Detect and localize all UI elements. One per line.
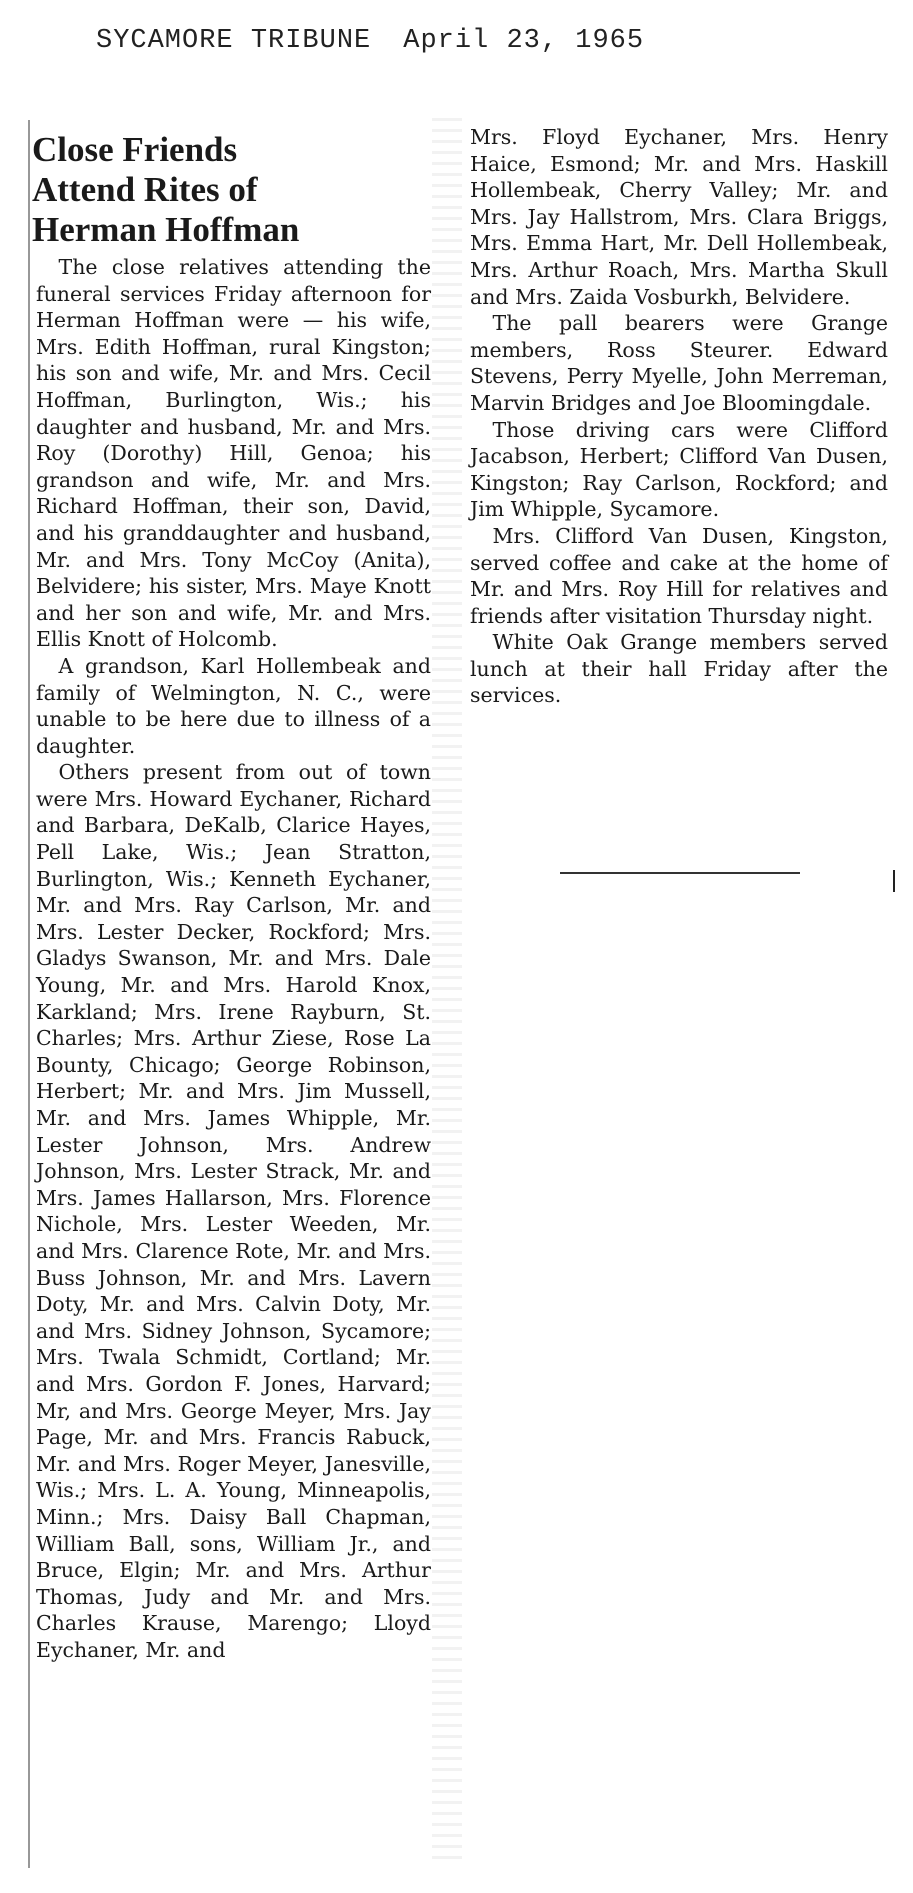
article-headline xyxy=(32,130,432,250)
scan-noise xyxy=(432,118,462,1863)
publication-date: April 23, 1965 xyxy=(403,26,645,56)
headline-line-2: Attend Rites of xyxy=(32,170,258,209)
end-rule xyxy=(560,872,800,874)
paragraph-grandson: A grandson, Karl Hollembeak and family of Welmington, N. C., were unable to be here due to illness of a daughter. xyxy=(36,653,431,758)
clipping-border xyxy=(28,120,30,1868)
article-column-right xyxy=(470,124,888,709)
paragraph-coffee: Mrs. Clifford Van Dusen, Kingston, served coffee and cake at the home of Mr. and Mrs. Roy Hill for relatives and friends after visitation Thursday night. xyxy=(470,523,888,628)
headline-line-1: Close Friends xyxy=(32,130,238,169)
paragraph-drivers: Those driving cars were Clifford Jacabson, Herbert; Clifford Van Dusen, Kingston; Ray Carlson, Rockford; and Jim Whipple, Sycamore. xyxy=(470,417,888,522)
paragraph-pall-bearers: The pall bearers were Grange members, Ross Steurer. Edward Stevens, Perry Myelle, John Merreman, Marvin Bridges and Joe Bloomingdale. xyxy=(470,311,888,415)
headline-line-3: Herman Hoffman xyxy=(32,210,300,249)
clipping-border-right xyxy=(893,870,895,892)
paragraph-continued-list: Mrs. Floyd Eychaner, Mrs. Henry Haice, Esmond; Mr. and Mrs. Haskill Hollembeak, Cherry Valley; Mr. and Mrs. Jay Hallstrom, Mrs. Clara Briggs, Mrs. Emma Hart, Mr. Dell Hollembeak, Mrs. Arthur Roach, Mrs. Martha Skull and Mrs. Zaida Vosburkh, Belvidere. xyxy=(470,125,888,309)
article-column-left xyxy=(36,254,431,1663)
paragraph-others-present: Others present from out of town were Mrs. Howard Eychaner, Richard and Barbara, DeKalb, Clarice Hayes, Pell Lake, Wis.; Jean Stratton, Burlington, Wis.; Kenneth Eychaner, Mr. and Mrs. Ray Carlson, Mr. and Mrs. Lester Decker, Rockford; Mrs. Gladys Swanson, Mr. and Mrs. Dale Young, Mr. and Mrs. Harold Knox, Karkland; Mrs. Irene Rayburn, St. Charles; Mrs. Arthur Ziese, Rose La Bounty, Chicago; George Robinson, Herbert; Mr. and Mrs. Jim Mussell, Mr. and Mrs. James Whipple, Mr. Lester Johnson, Mrs. Andrew Johnson, Mrs. Lester Strack, Mr. and Mrs. James Hallarson, Mrs. Florence Nichole, Mrs. Lester Weeden, Mr. and Mrs. Clarence Rote, Mr. and Mrs. Buss Johnson, Mr. and Mrs. Lavern Doty, Mr. and Mrs. Calvin Doty, Mr. and Mrs. Sidney Johnson, Sycamore; Mrs. Twala Schmidt, Cortland; Mr. and Mrs. Gordon F. Jones, Harvard; Mr, and Mrs. George Meyer, Mrs. Jay Page, Mr. and Mrs. Francis Rabuck, Mr. and Mrs. Roger Meyer, Janesville, Wis.; Mrs. L. A. Young, Minneapolis, Minn.; Mrs. Daisy Ball Chapman, William Ball, sons, William Jr., and Bruce, Elgin; Mr. and Mrs. Arthur Thomas, Judy and Mr. and Mrs. Charles Krause, Marengo; Lloyd Eychaner, Mr. and xyxy=(36,760,431,1662)
paragraph-lunch: White Oak Grange members served lunch at their hall Friday after the services. xyxy=(470,630,888,708)
paragraph-relatives: The close relatives attending the funeral services Friday afternoon for Herman Hoffman were — his wife, Mrs. Edith Hoffman, rural Kingston; his son and wife, Mr. and Mrs. Cecil Hoffman, Burlington, Wis.; his daughter and husband, Mr. and Mrs. Roy (Dorothy) Hill, Genoa; his grandson and wife, Mr. and Mrs. Richard Hoffman, their son, David, and his granddaughter and husband, Mr. and Mrs. Tony McCoy (Anita), Belvidere; his sister, Mrs. Maye Knott and her son and wife, Mr. and Mrs. Ellis Knott of Holcomb. xyxy=(36,255,431,652)
newspaper-header xyxy=(96,26,644,56)
newspaper-name: SYCAMORE TRIBUNE xyxy=(96,26,372,56)
